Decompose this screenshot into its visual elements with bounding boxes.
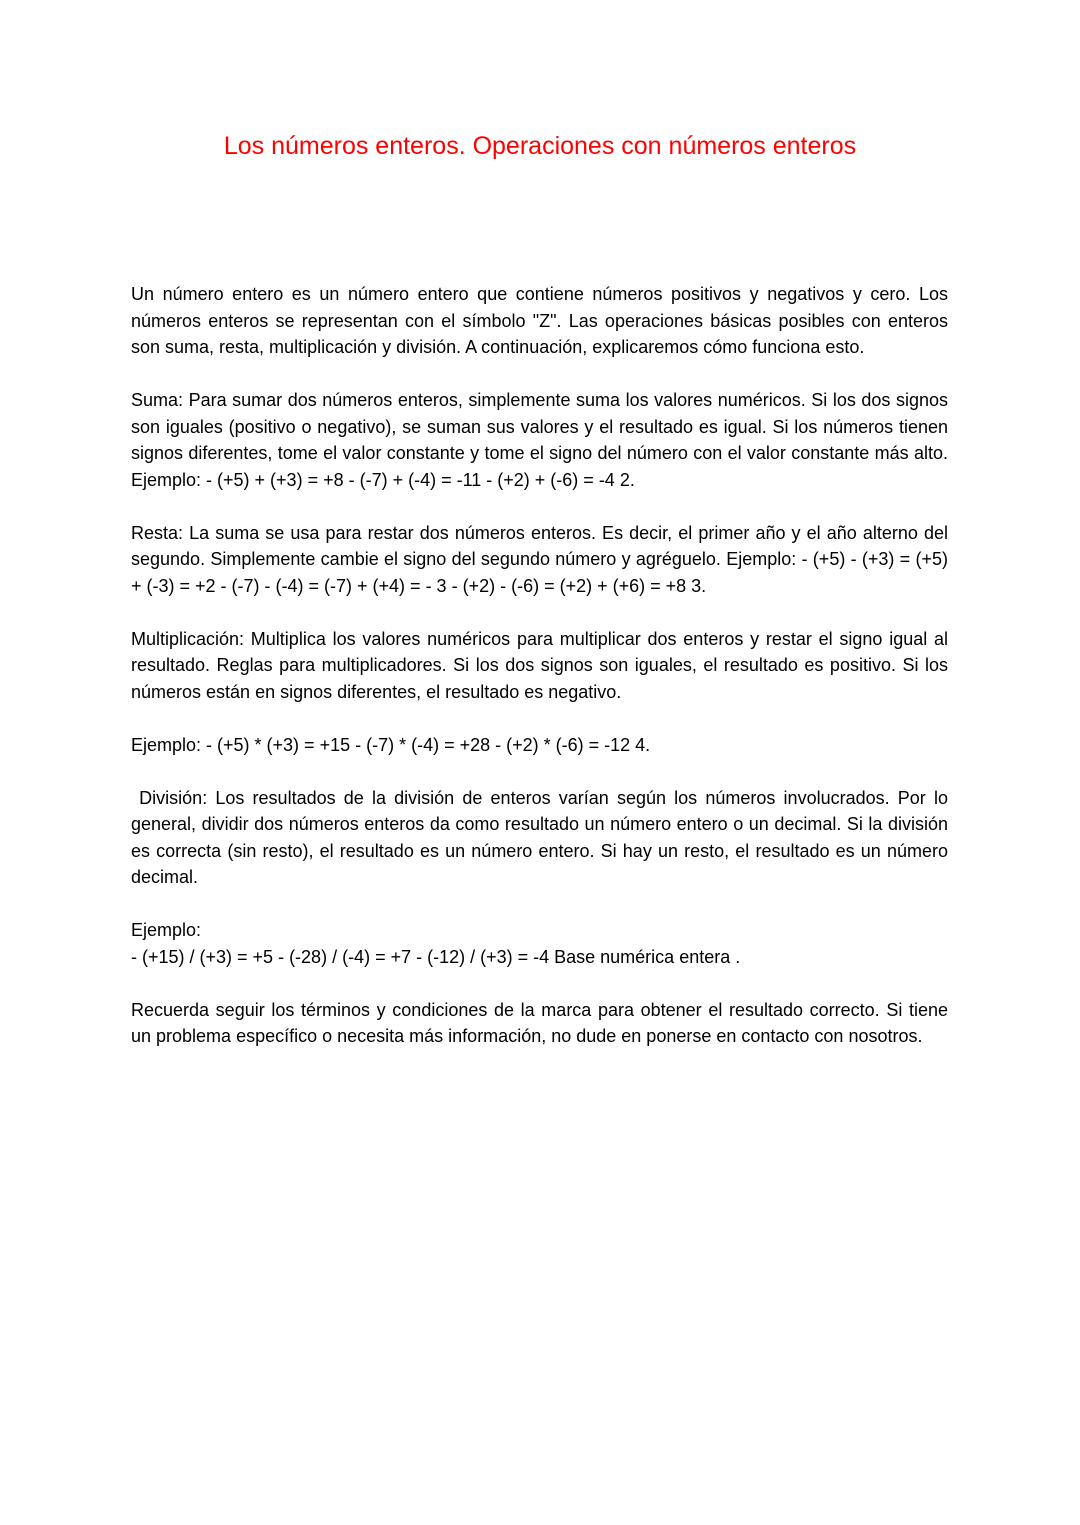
paragraph-suma: Suma: Para sumar dos números enteros, simplemente suma los valores numéricos. Si los dos signos son iguales (positivo o negativo), se suman sus valores y el resultado es igual. Si los números tienen signos diferentes, tome el valor constante y tome el signo del número con el valor constante más alto. Ejemplo: - (+5) + (+3) = +8 - (-7) + (-4) = -11 - (+2) + (-6) = -4 2. (131, 390, 948, 490)
document-body (131, 281, 954, 1076)
paragraph-multiplicacion-ejemplo: Ejemplo: - (+5) * (+3) = +15 - (-7) * (-4) = +28 - (+2) * (-6) = -12 4. (131, 734, 651, 755)
paragraph-division-ejemplo: - (+15) / (+3) = +5 - (-28) / (-4) = +7 - (-12) / (+3) = -4 Base numérica entera . (131, 946, 741, 967)
paragraph-closing: Recuerda seguir los términos y condiciones de la marca para obtener el resultado correcto. Si tiene un problema específico o necesita más información, no dude en ponerse en contacto con nosotros. (131, 999, 948, 1046)
paragraph-multiplicacion: Multiplicación: Multiplica los valores numéricos para multiplicar dos enteros y restar el signo igual al resultado. Reglas para multiplicadores. Si los dos signos son iguales, el resultado es positivo. Si los números están en signos diferentes, el resultado es negativo. (131, 628, 948, 702)
paragraph-division: División: Los resultados de la división de enteros varían según los números involucrados. Por lo general, dividir dos números enteros da como resultado un número entero o un decimal. Si la división es correcta (sin resto), el resultado es un número entero. Si hay un resto, el resultado es un número decimal. (131, 787, 954, 887)
page-title: Los números enteros. Operaciones con números enteros (223, 132, 857, 160)
paragraph-resta: Resta: La suma se usa para restar dos números enteros. Es decir, el primer año y el año alterno del segundo. Simplemente cambie el signo del segundo número y agréguelo. Ejemplo: - (+5) - (+3) = (+5) + (-3) = +2 - (-7) - (-4) = (-7) + (+4) = - 3 - (+2) - (-6) = (+2) + (+6) = +8 3. (131, 522, 948, 596)
paragraph-division-ejemplo-label: Ejemplo: (131, 920, 202, 940)
paragraph-intro: Un número entero es un número entero que contiene números positivos y negativos y cero. Los números enteros se representan con el símbolo "Z". Las operaciones básicas posibles con enteros son suma, resta, multiplicación y división. A continuación, explicaremos cómo funciona esto. (131, 284, 948, 357)
